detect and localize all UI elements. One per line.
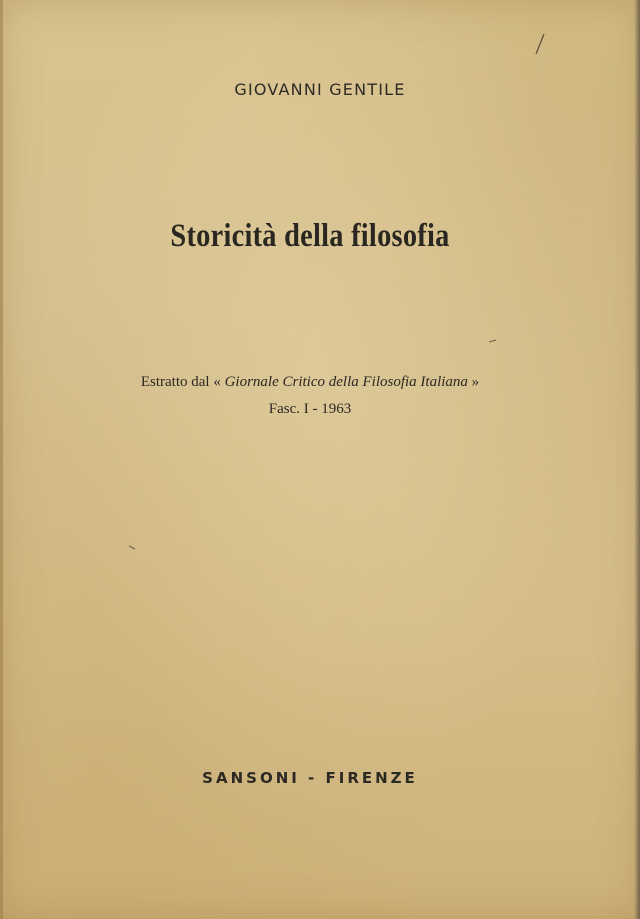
extract-prefix: Estratto dal bbox=[140, 374, 210, 390]
right-edge-shadow bbox=[634, 0, 640, 919]
issue-line: Fasc. I - 1963 bbox=[268, 401, 352, 417]
book-title: Storicità della filosofia bbox=[170, 218, 450, 254]
extract-line bbox=[0, 374, 620, 391]
journal-name: Giornale Critico della Filosofia Italiana bbox=[224, 374, 468, 390]
paper-speck bbox=[488, 338, 498, 344]
paper-speck bbox=[128, 544, 138, 552]
author-name: GIOVANNI GENTILE bbox=[234, 80, 406, 99]
open-quote: « bbox=[213, 374, 221, 390]
close-quote: » bbox=[471, 374, 480, 390]
pencil-mark bbox=[530, 28, 560, 58]
publisher-line: SANSONI - FIRENZE bbox=[202, 769, 418, 787]
